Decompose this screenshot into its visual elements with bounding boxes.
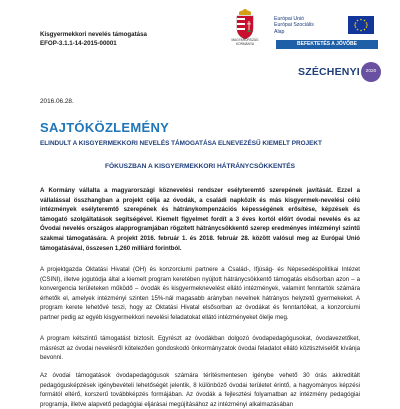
paragraph-support-levels: A program kétszintű támogatást biztosít. Egyrészt az óvodákban dolgozó óvodapedagógusokat, óvodavezetőket, másrészt az óvodai nevelésről kötelezően gondoskodó önkormányzatok óvodai feladatot ellátó köztisztviselőit kívánja bevonni. bbox=[40, 335, 360, 362]
paragraph-consortium: A projektgazda Oktatási Hivatal (OH) és konzorciumi partnere a Család-, Ifjúság- és Népesedéspolitikai Intézet (CSINI), illetve jogutódja által a kiemelt program keretében nyújtott hátránycsökkentő támogatás elsősorban azon – a konvergencia területeken működő – óvodák és kisgyermeknevelést ellátó intézmények, valamint fenntartók számára érhetők el, amelyek intézményi szinten 15%-nál magasabb arányban nevelnek hátrányos helyzetű gyermekeket. A program kerete lehetővé teszi, hogy az Oktatási Hivatal elsősorban az óvodákat és fenntartóikat, a konzorciumi partner pedig az egyéb kisgyermekkori nevelési feladatokat ellátó intézményeket ölelje meg. bbox=[40, 266, 360, 321]
document-date: 2016.06.28. bbox=[40, 98, 74, 105]
project-header bbox=[40, 30, 147, 48]
document-subtitle: ELINDULT A KISGYERMEKKORI NEVELÉS TÁMOGATÁSA ELNEVEZÉSŰ KIEMELT PROJEKT bbox=[40, 140, 322, 147]
paragraph-training: Az óvodai támogatások óvodapedagógusok számára térítésmentesen igénybe vehető 30 órás akkreditált pedagógusképzések igénybevételi lehetőségét jelentik, 8 különböző óvodai területet érintő, a hagyományos képzési formától eltérő, korszerű továbbképzés formájában. Az óvodák a fejlesztési folyamatban az intézmény pedagógiai programja, illetve alapvető pedagógiai eljárásai megújításához az intézményi alkalmazásában bbox=[40, 372, 360, 408]
project-name: Kisgyermekkori nevelés támogatása bbox=[40, 31, 147, 38]
szechenyi-label: SZÉCHENYI bbox=[298, 66, 360, 78]
eu-flag-icon bbox=[348, 16, 374, 34]
paragraph-intro: A Kormány vállalta a magyarországi köznevelési rendszer esélyteremtő szerepének javítását. Ezzel a vállalással összhangban a projekt célja az óvodák, a családi napközik és más kisgyermek-nevelési célú intézmények esélyteremtő szerepének és hátránykompenzációs képességének erősítése, képzések és támogató szolgáltatások segítségével. Kiemelt figyelmet fordít a 3 éves kortól előírt óvodai nevelés és az Óvodai nevelés országos alapprogramjában rögzített hátránycsökkentő szerep eredményes intézményi szintű szakmai támogatására. A projekt 2016. február 1. és 2018. február 28. között valósul meg az Európai Unió támogatásával, összesen 1,260 milliárd forintból. bbox=[40, 187, 360, 252]
eu-fund-line: Európai Szociális bbox=[274, 22, 314, 29]
government-label: MAGYARORSZÁG KORMÁNYA bbox=[231, 38, 259, 46]
investment-banner: BEFEKTETÉS A JÖVŐBE bbox=[276, 40, 378, 49]
eu-funding-label bbox=[274, 16, 314, 35]
szechenyi-2020-logo: 2020 bbox=[361, 62, 381, 82]
eu-fund-line-2: Alap bbox=[274, 28, 285, 35]
eu-name: Európai Unió bbox=[274, 16, 304, 22]
hungarian-coat-of-arms-icon bbox=[226, 8, 264, 54]
section-heading: FÓKUSZBAN A KISGYERMEKKORI HÁTRÁNYCSÖKKENTÉS bbox=[104, 163, 295, 170]
document-title: SAJTÓKÖZLEMÉNY bbox=[40, 120, 170, 135]
project-code: EFOP-3.1.1-14-2015-00001 bbox=[40, 40, 117, 47]
